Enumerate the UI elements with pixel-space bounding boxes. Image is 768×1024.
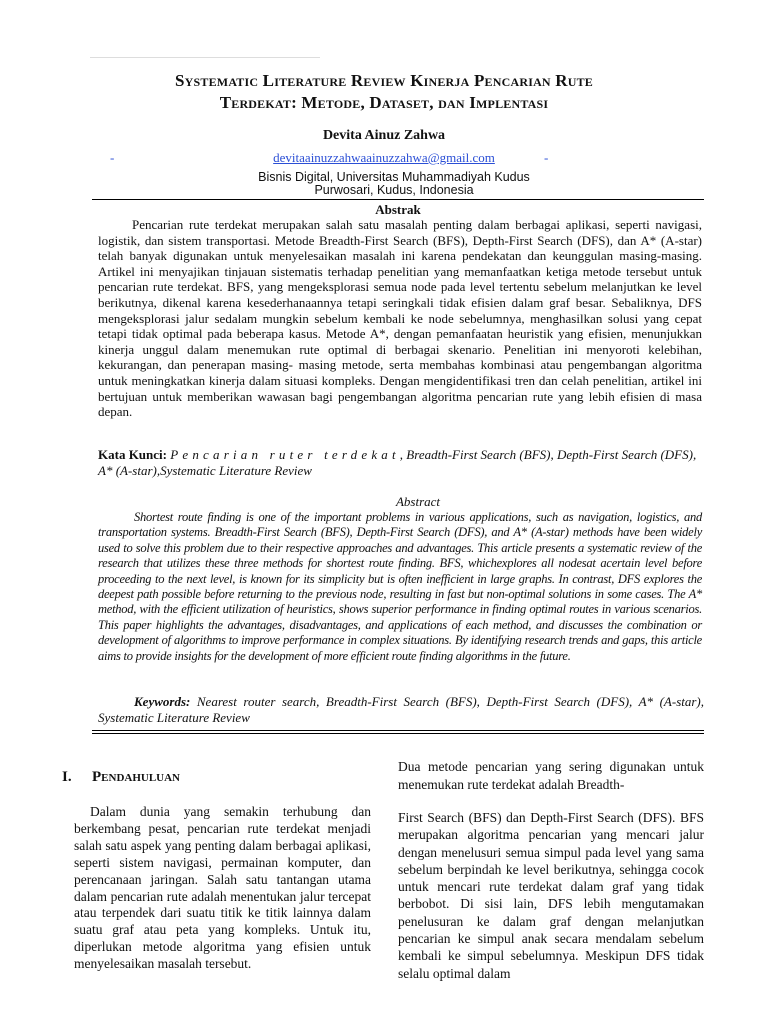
kata-kunci-label: Kata Kunci: (98, 447, 167, 462)
keywords (98, 694, 704, 726)
abstract-top-rule (92, 199, 704, 200)
keywords-label: Keywords: (134, 694, 191, 709)
author-name: Devita Ainuz Zahwa (322, 128, 446, 143)
right-column-top (398, 758, 704, 793)
intro-paragraph-right-2: First Search (BFS) dan Depth-First Search (DFS). BFS merupakan algoritma pencarian yang mencari jalur dengan menelusuri semua simpul pada level yang sama sebelum berpindah ke level berikutnya, sehingga cocok untuk mencari rute terdekat dalam graf yang tidak berbobot. Di sisi lain, DFS lebih mengutamakan penelusuran ke dalam graf dengan melanjutkan pencarian ke simpul anak secara mendalam sebelum kembali ke simpul sebelumnya. Meskipun DFS tidak selalu optimal dalam (398, 810, 704, 981)
abstrak-body (98, 217, 702, 420)
email-dash-right: - (544, 150, 549, 165)
kata-kunci (98, 447, 702, 479)
abstrak-heading: Abstrak (375, 202, 421, 217)
section-number: I. (62, 769, 72, 785)
header-rule (90, 57, 320, 58)
abstract-bottom-rule-double (92, 733, 704, 734)
right-column (398, 809, 704, 982)
kata-kunci-spaced: Pencarian ruter terdekat (170, 447, 400, 462)
affiliation-line-2: Purwosari, Kudus, Indonesia (314, 183, 474, 197)
author-email-link[interactable]: devitaainuzzahwaainuzzahwa@gmail.com (273, 150, 495, 165)
abstract-bottom-rule (92, 730, 704, 731)
left-column (74, 804, 371, 973)
intro-paragraph-right-1: Dua metode pencarian yang sering digunakan untuk menemukan rute terdekat adalah Breadth- (398, 759, 704, 792)
email-row (90, 150, 678, 168)
kata-kunci-rest: , Breadth-First Search (BFS), Depth-First Search (DFS), A* (A-star),Systematic Literature Review (98, 447, 697, 478)
section-heading (62, 769, 180, 786)
abstract-paragraph: Shortest route finding is one of the important problems in various applications, such as navigation, logistics, and transportation systems. Breadth-First Search (BFS), Depth-First Search (DFS), and A* (A-star) methods have been widely used to solve this problem due to their respective approaches and advantages. This article presents a systematic review of the research that utilizes these three methods for shortest route finding. BFS, whichexplores all nodesat acertain level before proceeding to the next level, is known for its simplicity but is often inefficient in large graphs. In contrast, DFS explores the deepest path possible before returning to the previous node, resulting in fast but non-optimal solutions in some cases. The A* method, with the efficient utilization of heuristics, shows superior performance in finding optimal routes in various scenarios. This paper highlights the advantages, disadvantages, and applications of each method, and discusses the combination or development of algorithms to improve performance in complex situations. By identifying research trends and gaps, this article aims to provide insights for the development of more efficient route finding algorithms in the future. (98, 510, 702, 663)
keywords-text: Nearest router search, Breadth-First Search (BFS), Depth-First Search (DFS), A* (A-star), Systematic Literature Review (98, 694, 705, 725)
affiliation (90, 171, 698, 197)
section-title: Pendahuluan (92, 769, 180, 785)
paper-title (90, 70, 678, 114)
abstract-body (98, 510, 702, 664)
intro-paragraph-left: Dalam dunia yang semakin terhubung dan berkembang pesat, pencarian rute terdekat menjadi salah satu aspek yang penting dalam berbagai aplikasi, seperti sistem navigasi, permainan komputer, dan perencanaan jaringan. Salah satu tantangan utama dalam pencarian rute adalah menentukan jalur tercepat atau terpendek dari suatu titik ke titik lainnya dalam suatu graf atau peta yang kompleks. Untuk itu, diperlukan metode algoritma yang efisien untuk menyelesaikan masalah tersebut. (74, 804, 371, 972)
email-dash-left: - (110, 150, 115, 165)
abstract-heading: Abstract (395, 494, 441, 509)
title-line-1: Systematic Literature Review Kinerja Pencarian Rute (174, 71, 593, 90)
title-line-2: Terdekat: Metode, Dataset, dan Implentasi (219, 93, 549, 112)
abstrak-paragraph: Pencarian rute terdekat merupakan salah satu masalah penting dalam berbagai aplikasi, seperti navigasi, logistik, dan sistem transportasi. Metode Breadth-First Search (BFS), Depth-First Search (DFS), dan A* (A-star) telah banyak digunakan untuk menyelesaikan masalah ini karena pendekatan dan keunggulan masing-masing. Artikel ini menyajikan tinjauan sistematis terhadap penelitian yang memanfaatkan ketiga metode tersebut untuk pencarian rute terdekat. BFS, yang mengeksplorasi semua node pada level tertentu sebelum melanjutkan ke level berikutnya, dikenal karena kesederhanaannya tetapi seringkali tidak efisien dalam graf besar. Sebaliknya, DFS mengeksplorasi jalur sedalam mungkin sebelum kembali ke node sebelumnya, menghasilkan solusi yang cepat tetapi tidak optimal pada beberapa kasus. Metode A*, dengan pemanfaatan heuristik yang efisien, menunjukkan kinerja unggul dalam menemukan rute optimal di berbagai skenario. Penelitian ini menyoroti kelebihan, kekurangan, dan penerapan masing- masing metode, serta membahas kombinasi atau pengembangan algoritma untuk meningkatkan kinerja dalam situasi kompleks. Dengan mengidentifikasi tren dan celah penelitian, artikel ini bertujuan untuk memberikan wawasan bagi pengembangan algoritma pencarian rute yang lebih efisien di masa depan. (98, 217, 702, 420)
affiliation-line-1: Bisnis Digital, Universitas Muhammadiyah Kudus (258, 170, 530, 184)
